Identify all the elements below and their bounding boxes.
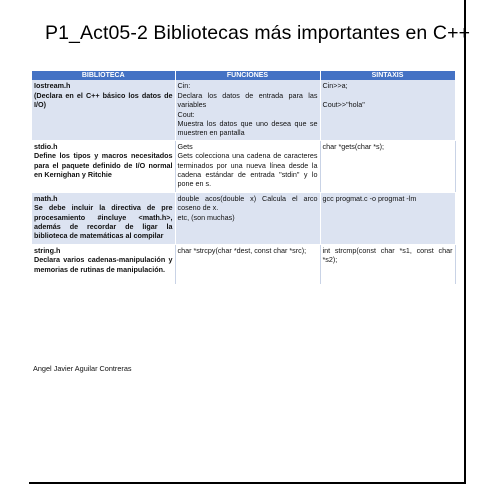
cell-syntax (320, 80, 455, 140)
cell-library (32, 80, 175, 140)
function-text: Gets (177, 141, 193, 151)
syntax-text: Cout>>"hola" (322, 99, 365, 109)
table-row (32, 140, 455, 192)
syntax-spacer (323, 91, 453, 100)
author-name: Angel Javier Aguilar Contreras (33, 364, 132, 373)
library-description: Define los tipos y macros necesitados para el paquete definido de I/O normal en Kernighan y Ritchie (34, 151, 173, 180)
library-name: Iostream.h (34, 81, 71, 91)
function-text: Cout: (177, 109, 195, 119)
table-row (32, 80, 455, 140)
syntax-text: gcc progmat.c -o progmat -lm (322, 193, 417, 203)
page-title: P1_Act05-2 Bibliotecas más importantes en C++ (45, 22, 471, 44)
syntax-text: Cin>>a; (322, 81, 348, 91)
libraries-table (32, 71, 456, 285)
cell-syntax (320, 244, 455, 284)
syntax-text: char *gets(char *s); (322, 141, 385, 151)
table-header-row (32, 71, 455, 80)
cell-functions (175, 244, 320, 284)
cell-library (32, 192, 175, 244)
library-description: (Declara en el C++ básico los datos de I/O) (34, 90, 173, 110)
syntax-text: int strcmp(const char *s1, const char *s2); (322, 245, 453, 265)
library-name: math.h (34, 193, 58, 203)
cell-functions (175, 140, 320, 192)
function-text: double acos(double x) Calcula el arco coseno de x. (177, 193, 318, 213)
cell-functions (175, 80, 320, 140)
function-text: etc, (son muchas) (177, 212, 235, 222)
cell-library (32, 140, 175, 192)
function-text: Cin: (177, 81, 191, 91)
library-description: Se debe incluir la directiva de pre procesamiento #incluye <math.h>, además de recordar de ligar la biblioteca de matemáticas al compilar (34, 203, 173, 241)
cell-library (32, 244, 175, 284)
function-text: Declara los datos de entrada para las variables (177, 90, 318, 110)
cell-functions (175, 192, 320, 244)
header-library: BIBLIOTECA (32, 71, 175, 80)
function-text: char *strcpy(char *dest, const char *src); (177, 245, 307, 255)
header-functions: FUNCIONES (175, 71, 320, 80)
cell-syntax (320, 140, 455, 192)
library-name: stdio.h (34, 141, 58, 151)
library-name: string.h (34, 245, 61, 255)
function-text: Muestra los datos que uno desea que se muestren en pantalla (177, 119, 318, 138)
function-text: Gets colecciona una cadena de caracteres terminados por una nueva línea desde la cadena estándar de entrada "stdin" y lo pone en s. (177, 151, 318, 189)
table-row (32, 244, 455, 284)
table-row (32, 192, 455, 244)
library-description: Declara varios cadenas-manipulación y memorias de rutinas de manipulación. (34, 255, 173, 274)
cell-syntax (320, 192, 455, 244)
header-syntax: SINTAXIS (320, 71, 455, 80)
